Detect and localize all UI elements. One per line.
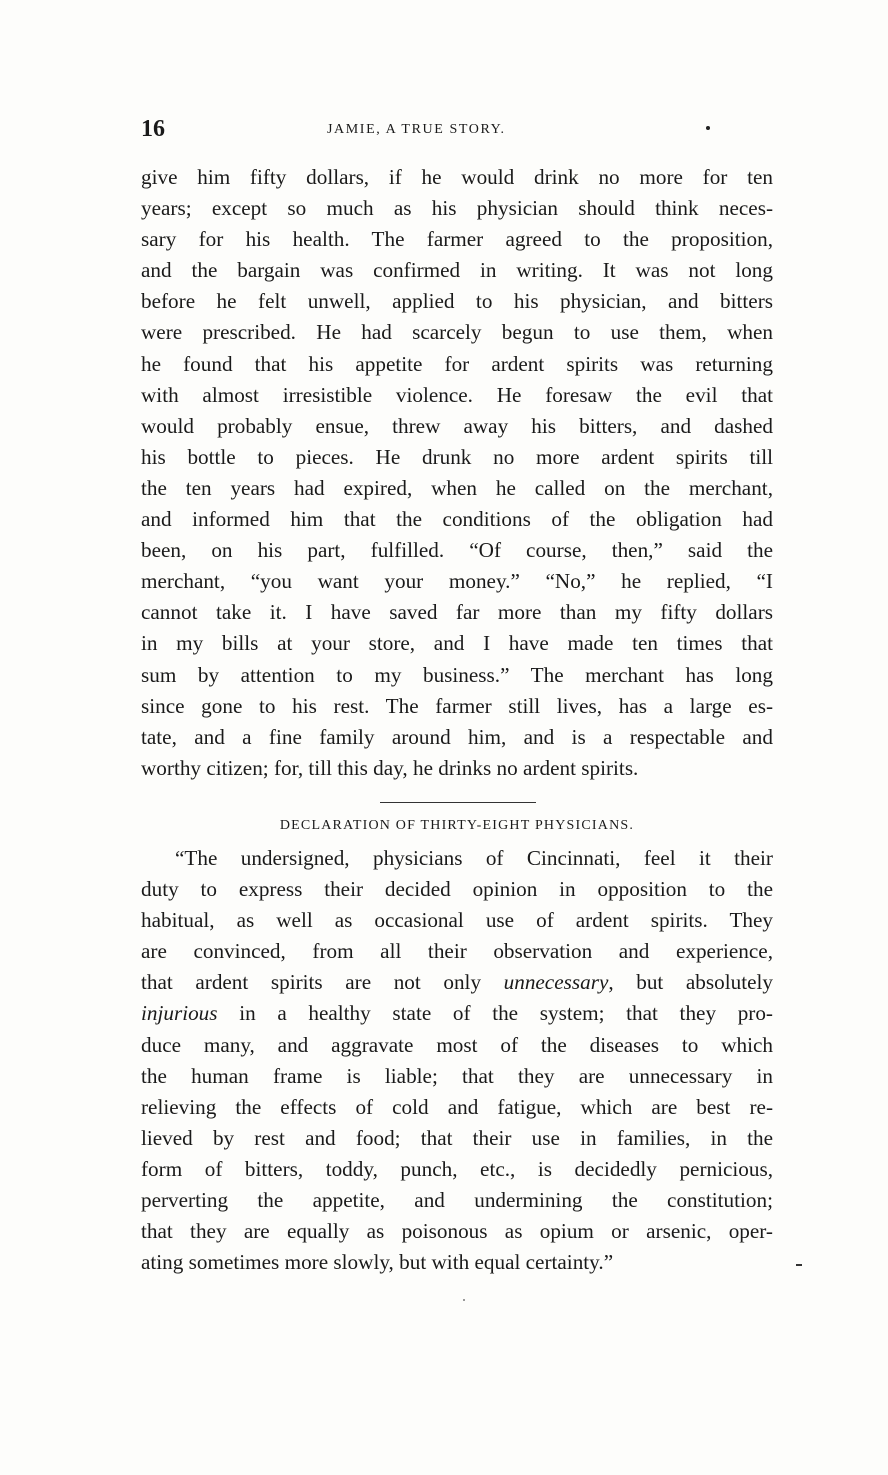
- page-header: [141, 116, 775, 148]
- text-line: the ten years had expired, when he called on the merchant,: [141, 475, 773, 500]
- text-line: cannot take it. I have saved far more than my fifty dollars: [141, 600, 773, 625]
- text-line: habitual, as well as occasional use of ardent spirits. They: [141, 908, 773, 933]
- ink-speck: [463, 1299, 465, 1301]
- text-line: perverting the appetite, and undermining the constitution;: [141, 1188, 773, 1213]
- text-line: sary for his health. The farmer agreed to the proposition,: [141, 227, 773, 252]
- text-line: lieved by rest and food; that their use in families, in the: [141, 1125, 773, 1150]
- text-line: relieving the effects of cold and fatigue, which are best re-: [141, 1094, 773, 1119]
- text-line: worthy citizen; for, till this day, he drinks no ardent spirits.: [141, 755, 639, 780]
- text-line: sum by attention to my business.” The merchant has long: [141, 662, 773, 687]
- text-line: give him fifty dollars, if he would drink no more for ten: [141, 165, 773, 189]
- page-number: 16: [141, 116, 165, 142]
- text-line: “The undersigned, physicians of Cincinnati, feel it their: [175, 846, 773, 870]
- text-line: his bottle to pieces. He drunk no more ardent spirits till: [141, 444, 773, 469]
- story-paragraph: [141, 162, 773, 784]
- text-line: been, on his part, fulfilled. “Of course, then,” said the: [141, 538, 773, 563]
- header-dot: [706, 126, 710, 130]
- declaration-paragraph: [141, 843, 773, 1278]
- text-segment: in a healthy state of the system; that they pro-: [217, 1001, 773, 1026]
- italic-word: injurious: [141, 1001, 218, 1026]
- text-segment: , but absolutely: [608, 970, 773, 995]
- text-line: are convinced, from all their observation and experience,: [141, 939, 773, 964]
- text-line: and the bargain was confirmed in writing. It was not long: [141, 258, 773, 283]
- text-line: were prescribed. He had scarcely begun to use them, when: [141, 320, 773, 345]
- running-title: JAMIE, A TRUE STORY.: [327, 122, 506, 137]
- text-line: in my bills at your store, and I have made ten times that: [141, 631, 773, 656]
- text-line: before he felt unwell, applied to his physician, and bitters: [141, 289, 773, 314]
- text-line: that they are equally as poisonous as opium or arsenic, oper-: [141, 1219, 773, 1244]
- text-line: and informed him that the conditions of the obligation had: [141, 507, 773, 532]
- text-line: with almost irresistible violence. He foresaw the evil that: [141, 382, 773, 407]
- text-line: he found that his appetite for ardent spirits was returning: [141, 351, 773, 376]
- text-line: ating sometimes more slowly, but with equal certainty.”: [141, 1250, 614, 1275]
- text-line: duty to express their decided opinion in opposition to the: [141, 877, 773, 902]
- italic-word: unnecessary: [503, 970, 609, 995]
- text-line: tate, and a fine family around him, and is a respectable and: [141, 724, 773, 749]
- text-line: would probably ensue, threw away his bitters, and dashed: [141, 413, 773, 438]
- margin-mark: [796, 1264, 802, 1266]
- section-heading: DECLARATION OF THIRTY-EIGHT PHYSICIANS.: [279, 818, 635, 833]
- text-segment: that ardent spirits are not only: [141, 970, 504, 995]
- text-line: merchant, “you want your money.” “No,” he replied, “I: [141, 569, 773, 594]
- text-line-mixed: [141, 967, 773, 998]
- text-line: duce many, and aggravate most of the diseases to which: [141, 1032, 773, 1057]
- text-line: the human frame is liable; that they are unnecessary in: [141, 1063, 773, 1088]
- text-line: form of bitters, toddy, punch, etc., is decidedly pernicious,: [141, 1156, 773, 1181]
- text-line: years; except so much as his physician should think neces-: [141, 196, 773, 221]
- text-line-mixed: [141, 998, 773, 1029]
- text-line: since gone to his rest. The farmer still lives, has a large es-: [141, 693, 773, 718]
- section-divider: [380, 802, 536, 803]
